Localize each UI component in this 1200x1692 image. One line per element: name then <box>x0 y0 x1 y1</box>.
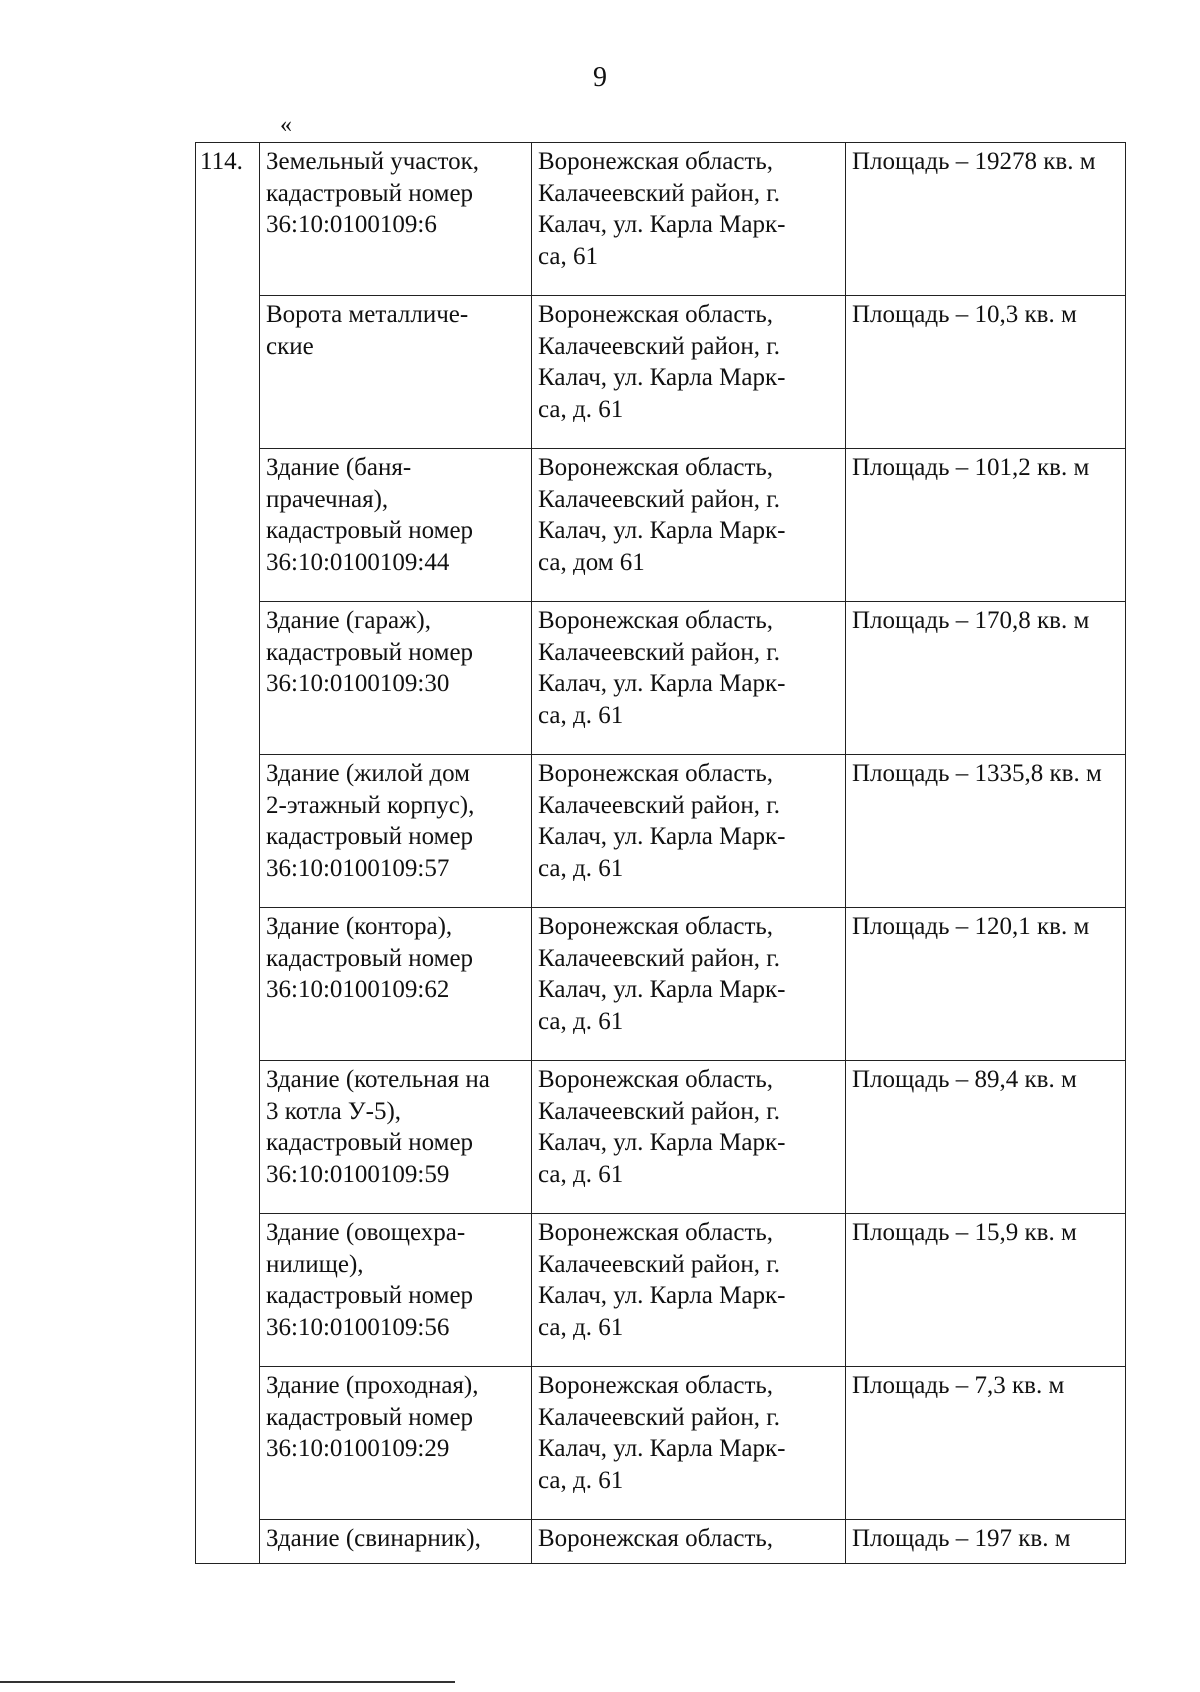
object-area-cell <box>846 602 1126 755</box>
object-name: Здание (котельная на 3 котла У-5), кадастровый номер 36:10:0100109:59 <box>266 1066 490 1188</box>
object-area-cell <box>846 1214 1126 1367</box>
object-address: Воронежская область, Калачеевский район, г. Калач, ул. Карла Марк- са, д. 61 <box>538 913 786 1035</box>
object-area: Площадь – 7,3 кв. м <box>852 1372 1065 1399</box>
object-address-cell <box>532 449 846 602</box>
object-name-cell <box>260 908 532 1061</box>
object-name: Здание (овощехра- нилище), кадастровый номер 36:10:0100109:56 <box>266 1219 474 1341</box>
opening-quote-mark: « <box>280 112 292 138</box>
object-area: Площадь – 197 кв. м <box>852 1525 1071 1552</box>
object-address-cell <box>532 296 846 449</box>
object-name: Здание (контора), кадастровый номер 36:10:0100109:62 <box>266 913 474 1003</box>
object-name-cell <box>260 1214 532 1367</box>
object-name-cell <box>260 602 532 755</box>
object-address: Воронежская область, <box>538 1525 774 1552</box>
object-name: Здание (баня- прачечная), кадастровый номер 36:10:0100109:44 <box>266 454 474 576</box>
object-name: Земельный участок, кадастровый номер 36:10:0100109:6 <box>266 148 479 238</box>
object-name-cell <box>260 1367 532 1520</box>
object-address: Воронежская область, Калачеевский район, г. Калач, ул. Карла Марк- са, д. 61 <box>538 1066 786 1188</box>
object-name: Здание (проходная), кадастровый номер 36:10:0100109:29 <box>266 1372 479 1462</box>
object-area: Площадь – 120,1 кв. м <box>852 913 1090 940</box>
object-area: Площадь – 1335,8 кв. м <box>852 760 1102 787</box>
object-area-cell <box>846 908 1126 1061</box>
object-address: Воронежская область, Калачеевский район, г. Калач, ул. Карла Марк- са, 61 <box>538 148 786 270</box>
object-area-cell <box>846 296 1126 449</box>
object-address-cell <box>532 1367 846 1520</box>
object-area-cell <box>846 449 1126 602</box>
table-row <box>196 296 1126 449</box>
object-address: Воронежская область, Калачеевский район, г. Калач, ул. Карла Марк- са, д. 61 <box>538 607 786 729</box>
table-row <box>196 1520 1126 1564</box>
object-address-cell <box>532 755 846 908</box>
row-number: 114. <box>200 148 243 175</box>
object-area: Площадь – 15,9 кв. м <box>852 1219 1077 1246</box>
footer-rule <box>0 1681 455 1683</box>
table-row <box>196 449 1126 602</box>
object-name-cell <box>260 1520 532 1564</box>
object-name: Здание (гараж), кадастровый номер 36:10:0100109:30 <box>266 607 474 697</box>
object-name-cell <box>260 755 532 908</box>
object-address-cell <box>532 602 846 755</box>
object-address-cell <box>532 1214 846 1367</box>
table-row <box>196 1061 1126 1214</box>
property-table-body <box>196 143 1126 1564</box>
object-address: Воронежская область, Калачеевский район, г. Калач, ул. Карла Марк- са, д. 61 <box>538 1219 786 1341</box>
object-area: Площадь – 19278 кв. м <box>852 148 1096 175</box>
object-area-cell <box>846 1520 1126 1564</box>
page-number: 9 <box>593 62 607 93</box>
object-name-cell <box>260 296 532 449</box>
property-table <box>195 142 1126 1564</box>
object-address-cell <box>532 143 846 296</box>
object-name: Ворота металличе- ские <box>266 301 469 360</box>
object-address: Воронежская область, Калачеевский район, г. Калач, ул. Карла Марк- са, дом 61 <box>538 454 786 576</box>
object-address: Воронежская область, Калачеевский район, г. Калач, ул. Карла Марк- са, д. 61 <box>538 1372 786 1494</box>
object-name-cell <box>260 1061 532 1214</box>
object-area: Площадь – 10,3 кв. м <box>852 301 1077 328</box>
object-address-cell <box>532 1061 846 1214</box>
table-row <box>196 908 1126 1061</box>
object-address-cell <box>532 908 846 1061</box>
object-address-cell <box>532 1520 846 1564</box>
object-area-cell <box>846 1367 1126 1520</box>
table-row <box>196 755 1126 908</box>
object-address: Воронежская область, Калачеевский район, г. Калач, ул. Карла Марк- са, д. 61 <box>538 760 786 882</box>
object-area-cell <box>846 143 1126 296</box>
table-row <box>196 143 1126 296</box>
table-row <box>196 1367 1126 1520</box>
object-address: Воронежская область, Калачеевский район, г. Калач, ул. Карла Марк- са, д. 61 <box>538 301 786 423</box>
object-name-cell <box>260 143 532 296</box>
object-area-cell <box>846 755 1126 908</box>
object-area: Площадь – 170,8 кв. м <box>852 607 1090 634</box>
object-name-cell <box>260 449 532 602</box>
table-row <box>196 1214 1126 1367</box>
row-number-cell <box>196 143 260 1564</box>
object-area: Площадь – 89,4 кв. м <box>852 1066 1077 1093</box>
object-area-cell <box>846 1061 1126 1214</box>
table-row <box>196 602 1126 755</box>
object-area: Площадь – 101,2 кв. м <box>852 454 1090 481</box>
object-name: Здание (жилой дом 2-этажный корпус), кадастровый номер 36:10:0100109:57 <box>266 760 475 882</box>
object-name: Здание (свинарник), <box>266 1525 481 1552</box>
